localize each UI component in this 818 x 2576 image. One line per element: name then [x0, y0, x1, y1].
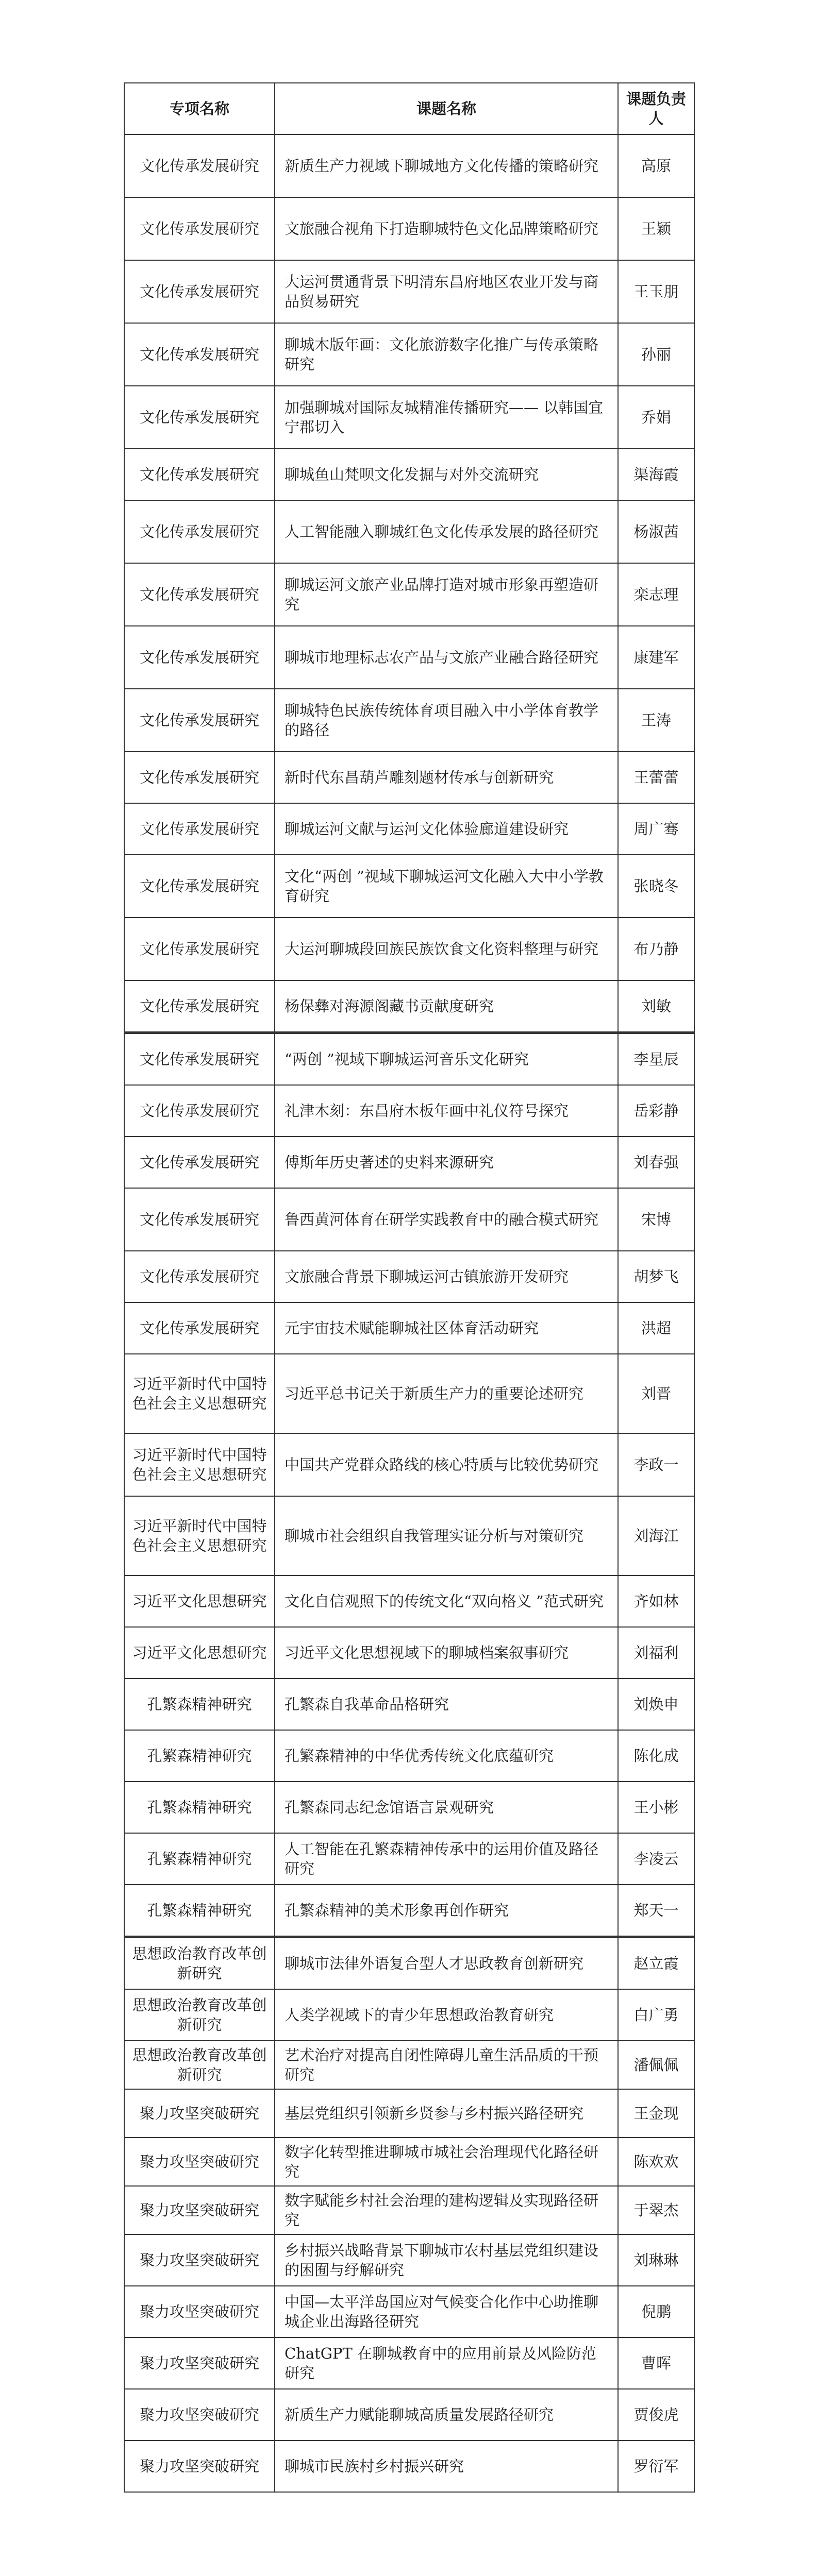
- row-category-cell: 聚力攻坚突破研究: [124, 2389, 275, 2441]
- table-row: [124, 1885, 694, 1937]
- document-page: [124, 82, 694, 2493]
- row-category-cell: 文化传承发展研究: [124, 500, 275, 563]
- row-title-cell: 新质生产力视域下聊城地方文化传播的策略研究: [275, 134, 618, 197]
- row-person-cell: 栾志理: [618, 563, 694, 626]
- row-title-cell: 聊城特色民族传统体育项目融入中小学体育教学的路径: [275, 689, 618, 752]
- header-category: 专项名称: [124, 83, 275, 134]
- table-row: [124, 1251, 694, 1302]
- row-title-cell: 杨保彝对海源阁藏书贡献度研究: [275, 980, 618, 1033]
- row-title-cell: 人工智能在孔繁森精神传承中的运用价值及路径研究: [275, 1833, 618, 1885]
- row-title-cell: 文旅融合背景下聊城运河古镇旅游开发研究: [275, 1251, 618, 1302]
- table-row: [124, 1354, 694, 1433]
- table-row: [124, 626, 694, 689]
- row-title-cell: 傅斯年历史著述的史料来源研究: [275, 1137, 618, 1188]
- row-category-cell: 文化传承发展研究: [124, 752, 275, 803]
- table-row: [124, 449, 694, 500]
- row-title-cell: 大运河贯通背景下明清东昌府地区农业开发与商品贸易研究: [275, 260, 618, 323]
- table-row: [124, 2337, 694, 2389]
- row-person-cell: 白广勇: [618, 1989, 694, 2041]
- row-category-cell: 聚力攻坚突破研究: [124, 2286, 275, 2337]
- row-category-cell: 文化传承发展研究: [124, 689, 275, 752]
- row-title-cell: 孔繁森同志纪念馆语言景观研究: [275, 1782, 618, 1833]
- row-title-cell: 鲁西黄河体育在研学实践教育中的融合模式研究: [275, 1188, 618, 1251]
- row-title-cell: 孔繁森自我革命品格研究: [275, 1679, 618, 1730]
- row-category-cell: 聚力攻坚突破研究: [124, 2337, 275, 2389]
- row-title-cell: 孔繁森精神的中华优秀传统文化底蕴研究: [275, 1730, 618, 1782]
- row-person-cell: 胡梦飞: [618, 1251, 694, 1302]
- row-person-cell: 张晓冬: [618, 855, 694, 918]
- row-title-cell: 习近平文化思想视域下的聊城档案叙事研究: [275, 1627, 618, 1679]
- row-category-cell: 孔繁森精神研究: [124, 1782, 275, 1833]
- table-row: [124, 1937, 694, 1990]
- row-category-cell: 习近平新时代中国特色社会主义思想研究: [124, 1433, 275, 1496]
- row-title-cell: 新时代东昌葫芦雕刻题材传承与创新研究: [275, 752, 618, 803]
- row-title-cell: ChatGPT 在聊城教育中的应用前景及风险防范研究: [275, 2337, 618, 2389]
- row-title-cell: 大运河聊城段回族民族饮食文化资料整理与研究: [275, 918, 618, 980]
- table-row: [124, 563, 694, 626]
- row-person-cell: 康建军: [618, 626, 694, 689]
- row-category-cell: 孔繁森精神研究: [124, 1885, 275, 1937]
- table-row: [124, 980, 694, 1033]
- row-person-cell: 布乃静: [618, 918, 694, 980]
- table-row: [124, 386, 694, 449]
- row-person-cell: 贾俊虎: [618, 2389, 694, 2441]
- table-row: [124, 1989, 694, 2041]
- table-row: [124, 323, 694, 386]
- header-person: 课题负责人: [618, 83, 694, 134]
- table-row: [124, 2186, 694, 2234]
- row-person-cell: 倪鹏: [618, 2286, 694, 2337]
- row-person-cell: 王蕾蕾: [618, 752, 694, 803]
- row-title-cell: 中国—太平洋岛国应对气候变合化作中心助推聊城企业出海路径研究: [275, 2286, 618, 2337]
- row-person-cell: 刘春强: [618, 1137, 694, 1188]
- table-row: [124, 1833, 694, 1885]
- row-person-cell: 刘焕申: [618, 1679, 694, 1730]
- row-category-cell: 文化传承发展研究: [124, 918, 275, 980]
- row-person-cell: 乔娟: [618, 386, 694, 449]
- row-person-cell: 李凌云: [618, 1833, 694, 1885]
- row-person-cell: 渠海霞: [618, 449, 694, 500]
- row-category-cell: 思想政治教育改革创新研究: [124, 1989, 275, 2041]
- row-person-cell: 洪超: [618, 1302, 694, 1354]
- row-person-cell: 陈欢欢: [618, 2138, 694, 2186]
- row-person-cell: 郑天一: [618, 1885, 694, 1937]
- row-person-cell: 杨淑茜: [618, 500, 694, 563]
- row-person-cell: 李政一: [618, 1433, 694, 1496]
- table-row: [124, 1496, 694, 1575]
- table-row: [124, 2389, 694, 2441]
- row-category-cell: 聚力攻坚突破研究: [124, 2089, 275, 2138]
- row-category-cell: 聚力攻坚突破研究: [124, 2441, 275, 2492]
- row-category-cell: 文化传承发展研究: [124, 260, 275, 323]
- row-person-cell: 王金现: [618, 2089, 694, 2138]
- row-title-cell: 聊城市社会组织自我管理实证分析与对策研究: [275, 1496, 618, 1575]
- row-category-cell: 思想政治教育改革创新研究: [124, 1937, 275, 1990]
- row-title-cell: 聊城木版年画：文化旅游数字化推广与传承策略研究: [275, 323, 618, 386]
- row-title-cell: 文化“两创 ”视域下聊城运河文化融入大中小学教育研究: [275, 855, 618, 918]
- row-category-cell: 文化传承发展研究: [124, 1188, 275, 1251]
- row-person-cell: 曹晖: [618, 2337, 694, 2389]
- row-category-cell: 文化传承发展研究: [124, 1085, 275, 1137]
- row-title-cell: 聊城市民族村乡村振兴研究: [275, 2441, 618, 2492]
- row-category-cell: 习近平文化思想研究: [124, 1627, 275, 1679]
- table-row: [124, 1188, 694, 1251]
- row-person-cell: 王涛: [618, 689, 694, 752]
- row-title-cell: 数字化转型推进聊城市城社会治理现代化路径研究: [275, 2138, 618, 2186]
- row-title-cell: 文旅融合视角下打造聊城特色文化品牌策略研究: [275, 197, 618, 260]
- row-person-cell: 孙丽: [618, 323, 694, 386]
- table-row: [124, 918, 694, 980]
- table-row: [124, 1433, 694, 1496]
- row-person-cell: 刘晋: [618, 1354, 694, 1433]
- table-row: [124, 1137, 694, 1188]
- row-title-cell: 文化自信观照下的传统文化“双向格义 ”范式研究: [275, 1575, 618, 1627]
- table-row: [124, 500, 694, 563]
- table-header-row: [124, 83, 694, 134]
- table-row: [124, 1302, 694, 1354]
- row-person-cell: 李星辰: [618, 1033, 694, 1086]
- row-category-cell: 聚力攻坚突破研究: [124, 2138, 275, 2186]
- table-row: [124, 2234, 694, 2286]
- row-category-cell: 文化传承发展研究: [124, 1033, 275, 1086]
- row-person-cell: 王颖: [618, 197, 694, 260]
- row-person-cell: 赵立霞: [618, 1937, 694, 1990]
- row-category-cell: 文化传承发展研究: [124, 323, 275, 386]
- table-row: [124, 1575, 694, 1627]
- row-person-cell: 齐如林: [618, 1575, 694, 1627]
- row-category-cell: 孔繁森精神研究: [124, 1679, 275, 1730]
- row-title-cell: 聊城市地理标志农产品与文旅产业融合路径研究: [275, 626, 618, 689]
- row-title-cell: 新质生产力赋能聊城高质量发展路径研究: [275, 2389, 618, 2441]
- table-row: [124, 2138, 694, 2186]
- table-row: [124, 855, 694, 918]
- row-title-cell: 聊城市法律外语复合型人才思政教育创新研究: [275, 1937, 618, 1990]
- row-person-cell: 王小彬: [618, 1782, 694, 1833]
- row-person-cell: 岳彩静: [618, 1085, 694, 1137]
- row-title-cell: 乡村振兴战略背景下聊城市农村基层党组织建设的困囿与纾解研究: [275, 2234, 618, 2286]
- row-title-cell: 元宇宙技术赋能聊城社区体育活动研究: [275, 1302, 618, 1354]
- row-category-cell: 孔繁森精神研究: [124, 1730, 275, 1782]
- row-person-cell: 陈化成: [618, 1730, 694, 1782]
- row-person-cell: 王玉朋: [618, 260, 694, 323]
- row-category-cell: 文化传承发展研究: [124, 626, 275, 689]
- table-row: [124, 1679, 694, 1730]
- row-person-cell: 周广骞: [618, 803, 694, 855]
- table-row: [124, 752, 694, 803]
- row-category-cell: 聚力攻坚突破研究: [124, 2234, 275, 2286]
- table-row: [124, 197, 694, 260]
- table-row: [124, 689, 694, 752]
- table-row: [124, 803, 694, 855]
- row-person-cell: 罗衍军: [618, 2441, 694, 2492]
- row-category-cell: 习近平新时代中国特色社会主义思想研究: [124, 1354, 275, 1433]
- row-category-cell: 文化传承发展研究: [124, 197, 275, 260]
- table-row: [124, 1627, 694, 1679]
- row-category-cell: 思想政治教育改革创新研究: [124, 2041, 275, 2089]
- row-category-cell: 文化传承发展研究: [124, 980, 275, 1033]
- row-title-cell: 聊城运河文献与运河文化体验廊道建设研究: [275, 803, 618, 855]
- table-row: [124, 2286, 694, 2337]
- row-category-cell: 文化传承发展研究: [124, 134, 275, 197]
- table-row: [124, 2441, 694, 2492]
- table-row: [124, 2041, 694, 2089]
- row-person-cell: 高原: [618, 134, 694, 197]
- row-title-cell: 中国共产党群众路线的核心特质与比较优势研究: [275, 1433, 618, 1496]
- row-title-cell: “两创 ”视域下聊城运河音乐文化研究: [275, 1033, 618, 1086]
- row-person-cell: 潘佩佩: [618, 2041, 694, 2089]
- row-category-cell: 习近平文化思想研究: [124, 1575, 275, 1627]
- row-person-cell: 刘琳琳: [618, 2234, 694, 2286]
- row-title-cell: 孔繁森精神的美术形象再创作研究: [275, 1885, 618, 1937]
- row-category-cell: 文化传承发展研究: [124, 386, 275, 449]
- row-title-cell: 人类学视域下的青少年思想政治教育研究: [275, 1989, 618, 2041]
- row-title-cell: 人工智能融入聊城红色文化传承发展的路径研究: [275, 500, 618, 563]
- table-row: [124, 1033, 694, 1086]
- table-row: [124, 1085, 694, 1137]
- row-category-cell: 聚力攻坚突破研究: [124, 2186, 275, 2234]
- header-title: 课题名称: [275, 83, 618, 134]
- table-row: [124, 1730, 694, 1782]
- row-title-cell: 礼津木刻：东昌府木板年画中礼仪符号探究: [275, 1085, 618, 1137]
- row-title-cell: 加强聊城对国际友城精准传播研究—— 以韩国宜宁郡切入: [275, 386, 618, 449]
- table-row: [124, 260, 694, 323]
- row-title-cell: 聊城鱼山梵呗文化发掘与对外交流研究: [275, 449, 618, 500]
- row-category-cell: 孔繁森精神研究: [124, 1833, 275, 1885]
- row-title-cell: 习近平总书记关于新质生产力的重要论述研究: [275, 1354, 618, 1433]
- row-title-cell: 聊城运河文旅产业品牌打造对城市形象再塑造研究: [275, 563, 618, 626]
- row-person-cell: 刘福利: [618, 1627, 694, 1679]
- row-person-cell: 刘敏: [618, 980, 694, 1033]
- table-row: [124, 2089, 694, 2138]
- row-category-cell: 文化传承发展研究: [124, 563, 275, 626]
- row-category-cell: 文化传承发展研究: [124, 1251, 275, 1302]
- row-title-cell: 基层党组织引领新乡贤参与乡村振兴路径研究: [275, 2089, 618, 2138]
- table-row: [124, 1782, 694, 1833]
- row-category-cell: 文化传承发展研究: [124, 1302, 275, 1354]
- row-category-cell: 习近平新时代中国特色社会主义思想研究: [124, 1496, 275, 1575]
- row-category-cell: 文化传承发展研究: [124, 855, 275, 918]
- row-title-cell: 艺术治疗对提高自闭性障碍儿童生活品质的干预研究: [275, 2041, 618, 2089]
- row-category-cell: 文化传承发展研究: [124, 449, 275, 500]
- row-category-cell: 文化传承发展研究: [124, 803, 275, 855]
- row-title-cell: 数字赋能乡村社会治理的建构逻辑及实现路径研究: [275, 2186, 618, 2234]
- project-table: [124, 82, 695, 2493]
- row-person-cell: 刘海江: [618, 1496, 694, 1575]
- table-row: [124, 134, 694, 197]
- row-person-cell: 于翠杰: [618, 2186, 694, 2234]
- row-category-cell: 文化传承发展研究: [124, 1137, 275, 1188]
- row-person-cell: 宋博: [618, 1188, 694, 1251]
